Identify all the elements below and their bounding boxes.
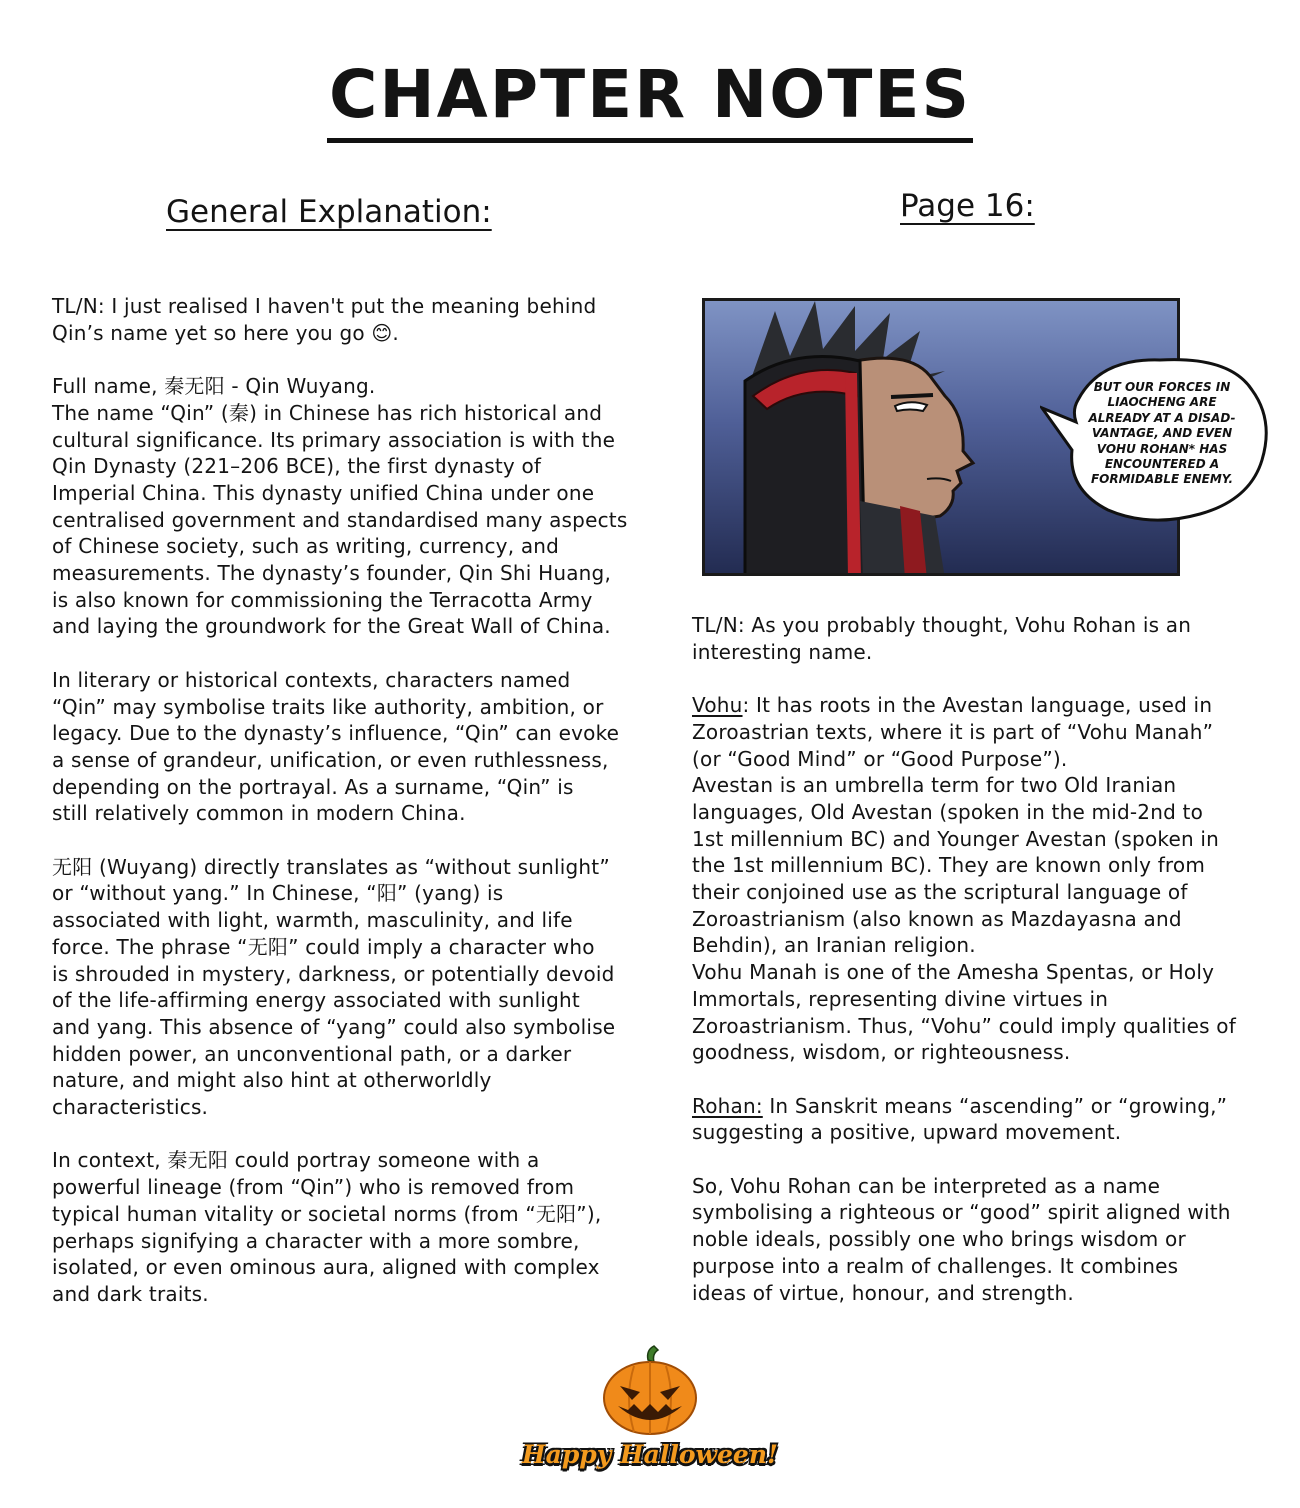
- jack-o-lantern-icon: [600, 1344, 700, 1436]
- paragraph-wuyang: 无阳 (Wuyang) directly translates as “without sunlight” or “without yang.” In Chinese, “阳” (yang) is associated with light, warmth, masculinity, and life force. The phrase “无阳” could imply a character who is shrouded in mystery, darkness, or potentially devoid of the life-affirming energy associated with sunlight and yang. This absence of “yang” could also symbolise hidden power, an unconventional path, or a darker nature, and might also hint at otherworldly characteristics.: [52, 854, 616, 1120]
- paragraph-vohu: Vohu: It has roots in the Avestan language, used in Zoroastrian texts, where it is part of “Vohu Manah” (or “Good Mind” or “Good Purpose”). Avestan is an umbrella term for two Old Iranian languages, Old Avestan (spoken in the mid-2nd to 1st millennium BC) and Younger Avestan (spoken in the 1st millennium BC). They are known only from their conjoined use as the scriptural language of Zoroastrianism (also known as Mazdayasna and Behdin), an Iranian religion. Vohu Manah is one of the Amesha Spentas, or Holy Immortals, representing divine virtues in Zoroastrianism. Thus, “Vohu” could imply qualities of goodness, wisdom, or righteousness.: [692, 693, 1236, 1065]
- term-vohu: Vohu: [692, 693, 743, 718]
- paragraph-context: In context, 秦无阳 could portray someone with a powerful lineage (from “Qin”) who is removed from typical human vitality or societal norms (from “无阳”), perhaps signifying a character with a more sombre, isolated, or even ominous aura, aligned with complex and dark traits.: [52, 1148, 602, 1306]
- right-column-heading: Page 16:: [900, 188, 1035, 224]
- left-column-heading: General Explanation:: [166, 194, 492, 230]
- paragraph-qin: Full name, 秦无阳 - Qin Wuyang. The name “Qin” (秦) in Chinese has rich historical and cultural significance. Its primary association is with the Qin Dynasty (221–206 BCE), the first dynasty of Imperial China. This dynasty unified China under one centralised government and standardised many aspects of Chinese society, such as writing, currency, and measurements. The dynasty’s founder, Qin Shi Huang, is also known for commissioning the Terracotta Army and laying the groundwork for the Great Wall of China.: [52, 374, 628, 639]
- right-column-text: [692, 612, 1272, 1333]
- paragraph-conclusion: So, Vohu Rohan can be interpreted as a name symbolising a righteous or “good” spirit aligned with noble ideals, possibly one who brings wisdom or purpose into a realm of challenges. It combines ideas of virtue, honour, and strength.: [692, 1173, 1231, 1305]
- pumpkin-stem: [648, 1346, 658, 1362]
- paragraph-rohan: Rohan: In Sanskrit means “ascending” or “growing,” suggesting a positive, upward movement.: [692, 1093, 1228, 1145]
- paragraph-literary: In literary or historical contexts, characters named “Qin” may symbolise traits like authority, ambition, or legacy. Due to the dynasty’s influence, “Qin” can evoke a sense of grandeur, unification, or even ruthlessness, depending on the portrayal. As a surname, “Qin” is still relatively common in modern China.: [52, 667, 620, 826]
- term-rohan: Rohan:: [692, 1093, 763, 1118]
- left-column-text: [52, 293, 652, 1334]
- brow-shape: [891, 395, 933, 397]
- speech-bubble-text: BUT OUR FORCES IN LIAOCHENG ARE ALREADY AT A DISAD-VANTAGE, AND EVEN VOHU ROHAN* HAS ENCOUNTERED A FORMIDABLE ENEMY.: [1088, 380, 1236, 487]
- paragraph-vohu-rohan-intro: TL/N: As you probably thought, Vohu Rohan is an interesting name.: [692, 613, 1192, 664]
- eye-shape: [895, 402, 927, 411]
- happy-halloween-text: Happy Halloween!: [522, 1440, 778, 1469]
- paragraph-intro: TL/N: I just realised I haven't put the meaning behind Qin’s name yet so here you go 😊.: [52, 294, 597, 345]
- page-title: CHAPTER NOTES: [0, 52, 1300, 143]
